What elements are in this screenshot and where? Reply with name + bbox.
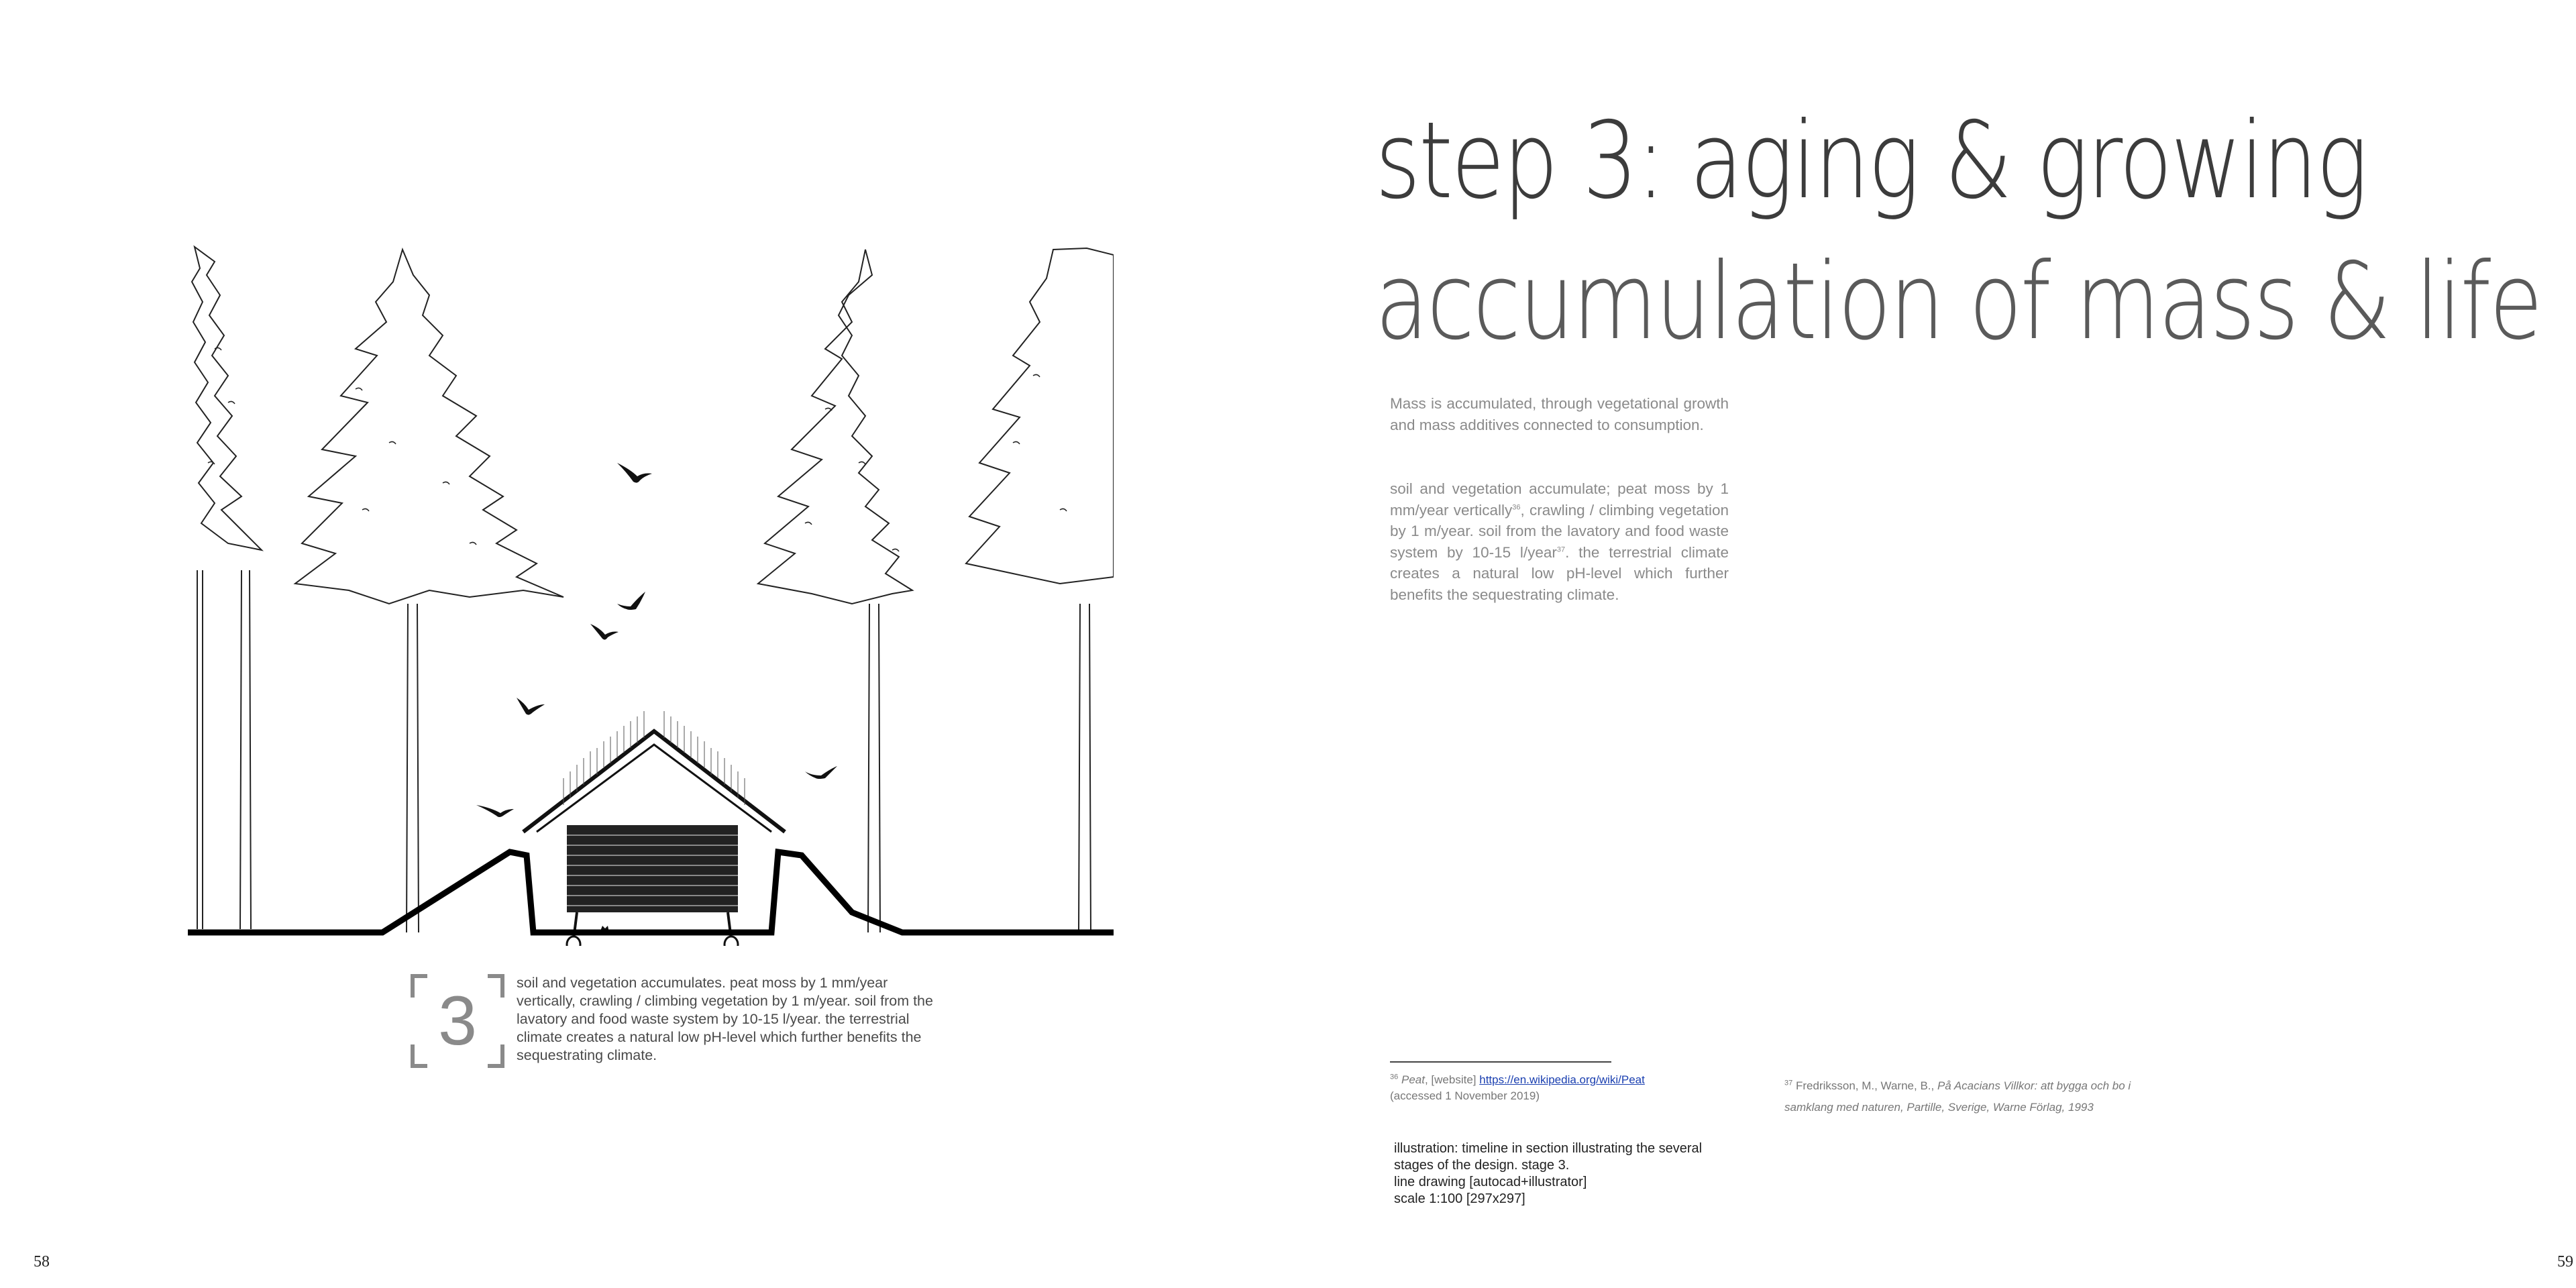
tree-illustration (966, 248, 1114, 932)
body-paragraph (1390, 478, 1729, 605)
cabin-section (523, 711, 785, 946)
body-text: , crawling / climbing vegetation by 1 m/year. soil from the lavatory and food waste system by 10-15 l/year (1390, 501, 1729, 561)
footnote-ref[interactable]: 37 (1556, 545, 1566, 553)
footnote-accessed: (accessed 1 November 2019) (1390, 1089, 1540, 1102)
body-text: soil and vegetation accumulate; peat moss by 1 mm/year vertically (1390, 480, 1729, 519)
stage-caption: soil and vegetation accumulates. peat moss by 1 mm/year vertically, crawling / climbing vegetation by 1 m/year. soil from the lavatory and food waste system by 10-15 l/year. the terrestrial climate creates a natural low pH-level which further benefits the sequestrating climate. (517, 975, 933, 1063)
stage-number: 3 (438, 982, 477, 1060)
footnote-37 (1784, 1075, 2160, 1118)
page-title: step 3: aging & growing (1375, 99, 2367, 223)
footnote-divider (1390, 1061, 1611, 1063)
stage-number-badge (411, 974, 504, 1068)
footnote-text: , Partille, Sverige, Warne Förlag, 1993 (1900, 1101, 2094, 1114)
footnote-number: 37 (1784, 1079, 1793, 1087)
birds (476, 463, 837, 817)
footnote-ref[interactable]: 36 (1512, 503, 1521, 511)
page-number-right: 59 (2557, 1253, 2573, 1271)
page-number-left: 58 (34, 1253, 50, 1271)
body-text: . the terrestrial climate creates a natural low pH-level which further benefits the sequestrating climate. (1390, 543, 1729, 603)
footnote-link[interactable]: https://en.wikipedia.org/wiki/Peat (1479, 1073, 1645, 1086)
tree-illustration (192, 247, 262, 929)
caption-line: illustration: timeline in section illustrating the several (1394, 1141, 1703, 1156)
footnote-36 (1390, 1072, 1752, 1104)
caption-line: line drawing [autocad+illustrator] (1394, 1175, 1587, 1189)
page-subtitle: accumulation of mass & life (1375, 240, 2542, 364)
footnote-number: 36 (1390, 1073, 1399, 1081)
caption-line: scale 1:100 [297x297] (1394, 1191, 1525, 1206)
section-drawing (188, 241, 1114, 946)
illustration-caption (1394, 1140, 1770, 1208)
footnote-text: Fredriksson, M., Warne, B., (1792, 1079, 1937, 1092)
footnote-text: , [website] (1424, 1073, 1480, 1086)
footnote-title: På Acacians Villkor: att bygga och bo i samklang med naturen (1784, 1079, 2131, 1114)
footnote-title: Peat (1401, 1073, 1425, 1086)
caption-line: stages of the design. stage 3. (1394, 1158, 1570, 1173)
body-paragraph: Mass is accumulated, through vegetational growth and mass additives connected to consumption. (1390, 395, 1729, 433)
